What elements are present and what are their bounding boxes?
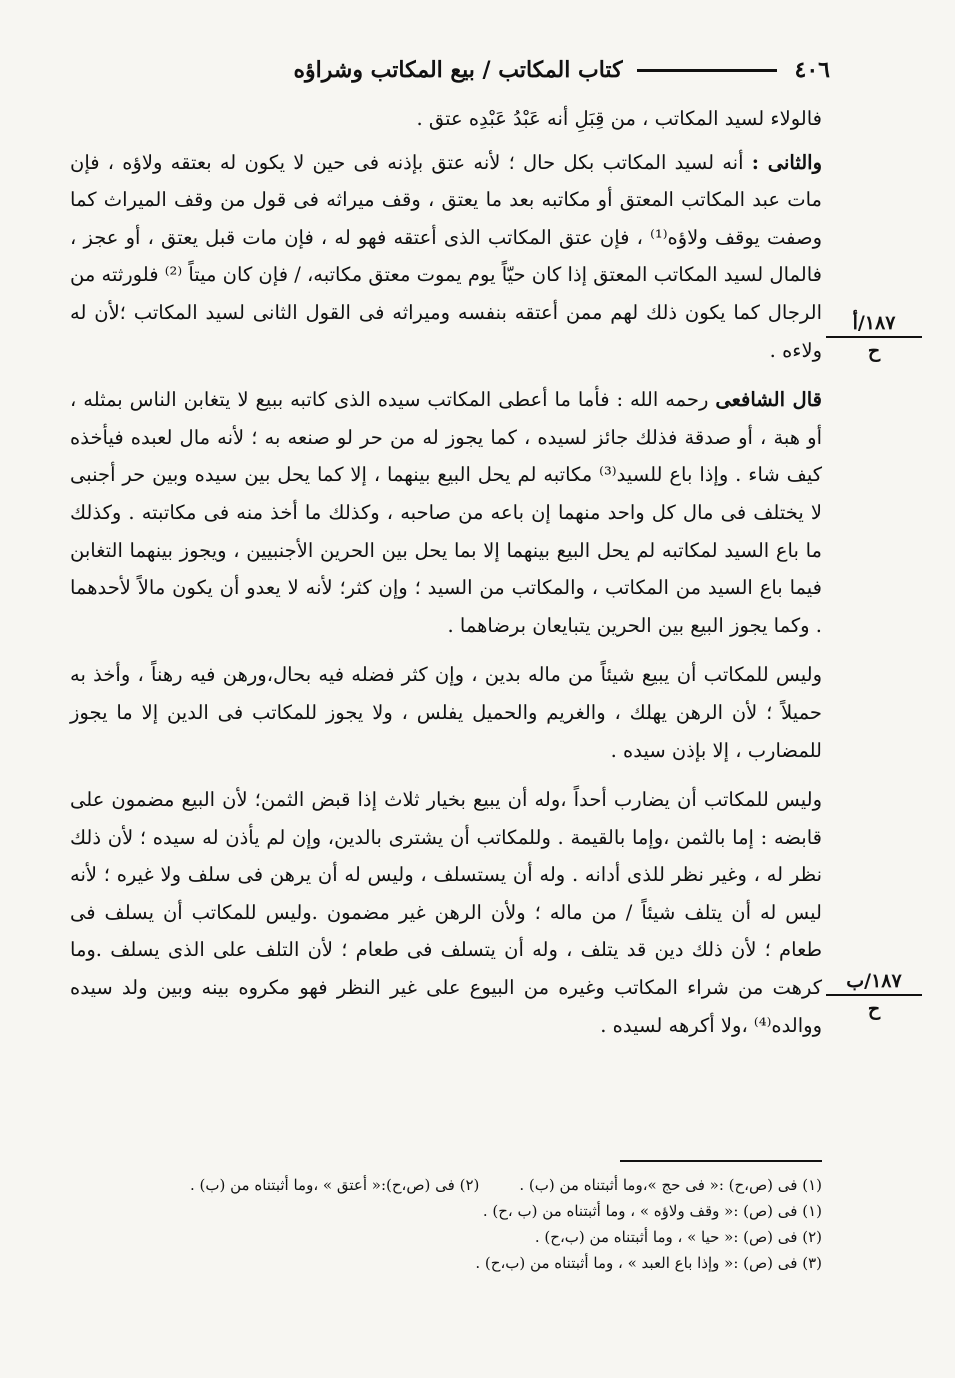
running-header <box>70 50 830 90</box>
paragraph <box>70 381 822 644</box>
footnotes <box>70 1172 822 1276</box>
folio-number: ١٨٧/ب <box>826 970 922 996</box>
footnote-separator <box>620 1160 822 1162</box>
footnote: (٣) فى (ص) :« وإذا باع العبد » ، وما أثبتناه من (ب،ح) . <box>475 1254 822 1272</box>
paragraph-text: وليس للمكاتب أن يبيع شيئاً من ماله بدين ، وإن كثر فضله فيه بحال،ورهن فيه رهناً ، وأخذ به حميلاً ؛ لأن الرهن يهلك ، والغريم والحميل يفلس ، ولا يجوز للمكاتب فى الدين إلا ما يجوز للمضارب ، إلا بإذن سيده . <box>70 663 822 762</box>
footnote: (١) فى (ص،ح) :« فى حج »،وما أثبتناه من (ب) . <box>519 1176 822 1194</box>
paragraph <box>70 100 822 138</box>
footnote-line <box>70 1198 822 1224</box>
paragraph-text: وليس للمكاتب أن يضارب أحداً ،وله أن يبيع بخيار ثلاث إذا قبض الثمن؛ لأن البيع مضمون على قابضه : إما بالثمن ،وإما بالقيمة . وللمكاتب أن يشترى بالدين، وإن لم يأذن له سيده ؛ لأن ذلك نظر له ، وغير نظر للذى أدانه . وله أن يستسلف ، وليس له أن يرهن فى سلف ولا غيره ؛ لأنه ليس له أن يتلف شيئاً / من ماله ؛ ولأن الرهن غير مضمون .وليس للمكاتب أن يسلف فى طعام ؛ لأن ذلك دين قد يتلف ، وله أن يتسلف فى طعام ؛ لأن التلف على الذى يسلف .وما كرهت من شراء المكاتب وغيره من البيوع على غير النظر فهو مكروه بينه وبين ولد سيده ووالده⁽⁴⁾ ،ولا أكرهه لسيده . <box>70 788 822 1037</box>
paragraph-text: فالولاء لسيد المكاتب ، من قِبَلِ أنه عَبْدُ عَبْدِه عتق . <box>416 107 822 130</box>
main-text <box>70 100 822 1056</box>
paragraph-text: أنه لسيد المكاتب بكل حال ؛ لأنه عتق بإذنه فى حين لا يكون له بعتقه ولاؤه ، فإن مات عبد المكاتب المعتق أو مكاتبه بعد ما يعتق ، وقف ميراثه فى قول من وقف الميراث كما وصفت يوقف ولاؤه⁽¹⁾ ، فإن عتق المكاتب الذى أعتقه فهو له ، فإن مات قبل يعتق ، أو عجز ، فالمال لسيد المكاتب المعتق إذا كان حيّاً يوم يموت معتق مكاتبه، / فإن كان ميتاً ⁽²⁾ فلورثته من الرجال كما يكون ذلك لهم ممن أعتقه بنفسه وميراثه فى القول الثانى لسيد المكاتب ؛لأن له ولاءه . <box>70 150 822 362</box>
footnote: (٢) فى (ص،ح):« أعتق » ،وما أثبتناه من (ب) . <box>190 1176 480 1194</box>
manuscript-siglum: ح <box>867 998 881 1020</box>
manuscript-siglum: ح <box>867 340 881 362</box>
footnote: (٢) فى (ص) :« حيا » ، وما أثبتناه من (ب،ح) . <box>534 1228 822 1246</box>
paragraph-lead: قال الشافعى <box>715 388 822 412</box>
footnote-line <box>70 1250 822 1276</box>
footnote-line <box>70 1224 822 1250</box>
footnote: (١) فى (ص) :« وقف ولاؤه » ، وما أثبتناه من (ب ،ح) . <box>482 1202 822 1220</box>
header-rule <box>637 69 777 72</box>
page-number: ٤٠٦ <box>794 57 830 83</box>
running-title: كتاب المكاتب / بيع المكاتب وشراؤه <box>293 57 623 83</box>
paragraph-text: رحمه الله : فأما ما أعطى المكاتب سيده الذى كاتبه ببيع لا يتغابن الناس بمثله ، أو هبة ، أو صدقة فذلك جائز لسيده ، كما يجوز له من حر لو صنعه به ؛ لأنه مال لعبده فيأخذه كيف شاء . وإذا باع للسيد⁽³⁾ مكاتبه لم يحل البيع بينهما ، إلا كما يحل بين سيده وبين حر أجنبى لا يختلف فى مال كل واحد منهما إن باعه من صاحبه ، وكذلك ما أخذ منه فى مكاتبته . وكذلك ما باع السيد لمكاتبه لم يحل البيع بينهما إلا بما يحل بين الحرين الأجنبيين ، ويجوز بينهما التغابن فيما باع السيد من المكاتب ، والمكاتب من السيد ؛ وإن كثر؛ لأنه لا يعدو أن يكون مالاً لأحدهما . وكما يجوز البيع بين الحرين يتبايعان برضاهما . <box>70 388 822 637</box>
paragraph <box>70 656 822 769</box>
manuscript-folio-marker <box>826 970 922 1020</box>
paragraph-lead: والثانى : <box>751 150 822 174</box>
paragraph <box>70 144 822 370</box>
paragraph <box>70 781 822 1044</box>
footnote-line <box>70 1172 822 1198</box>
manuscript-folio-marker <box>826 312 922 362</box>
folio-number: ١٨٧/أ <box>826 312 922 338</box>
